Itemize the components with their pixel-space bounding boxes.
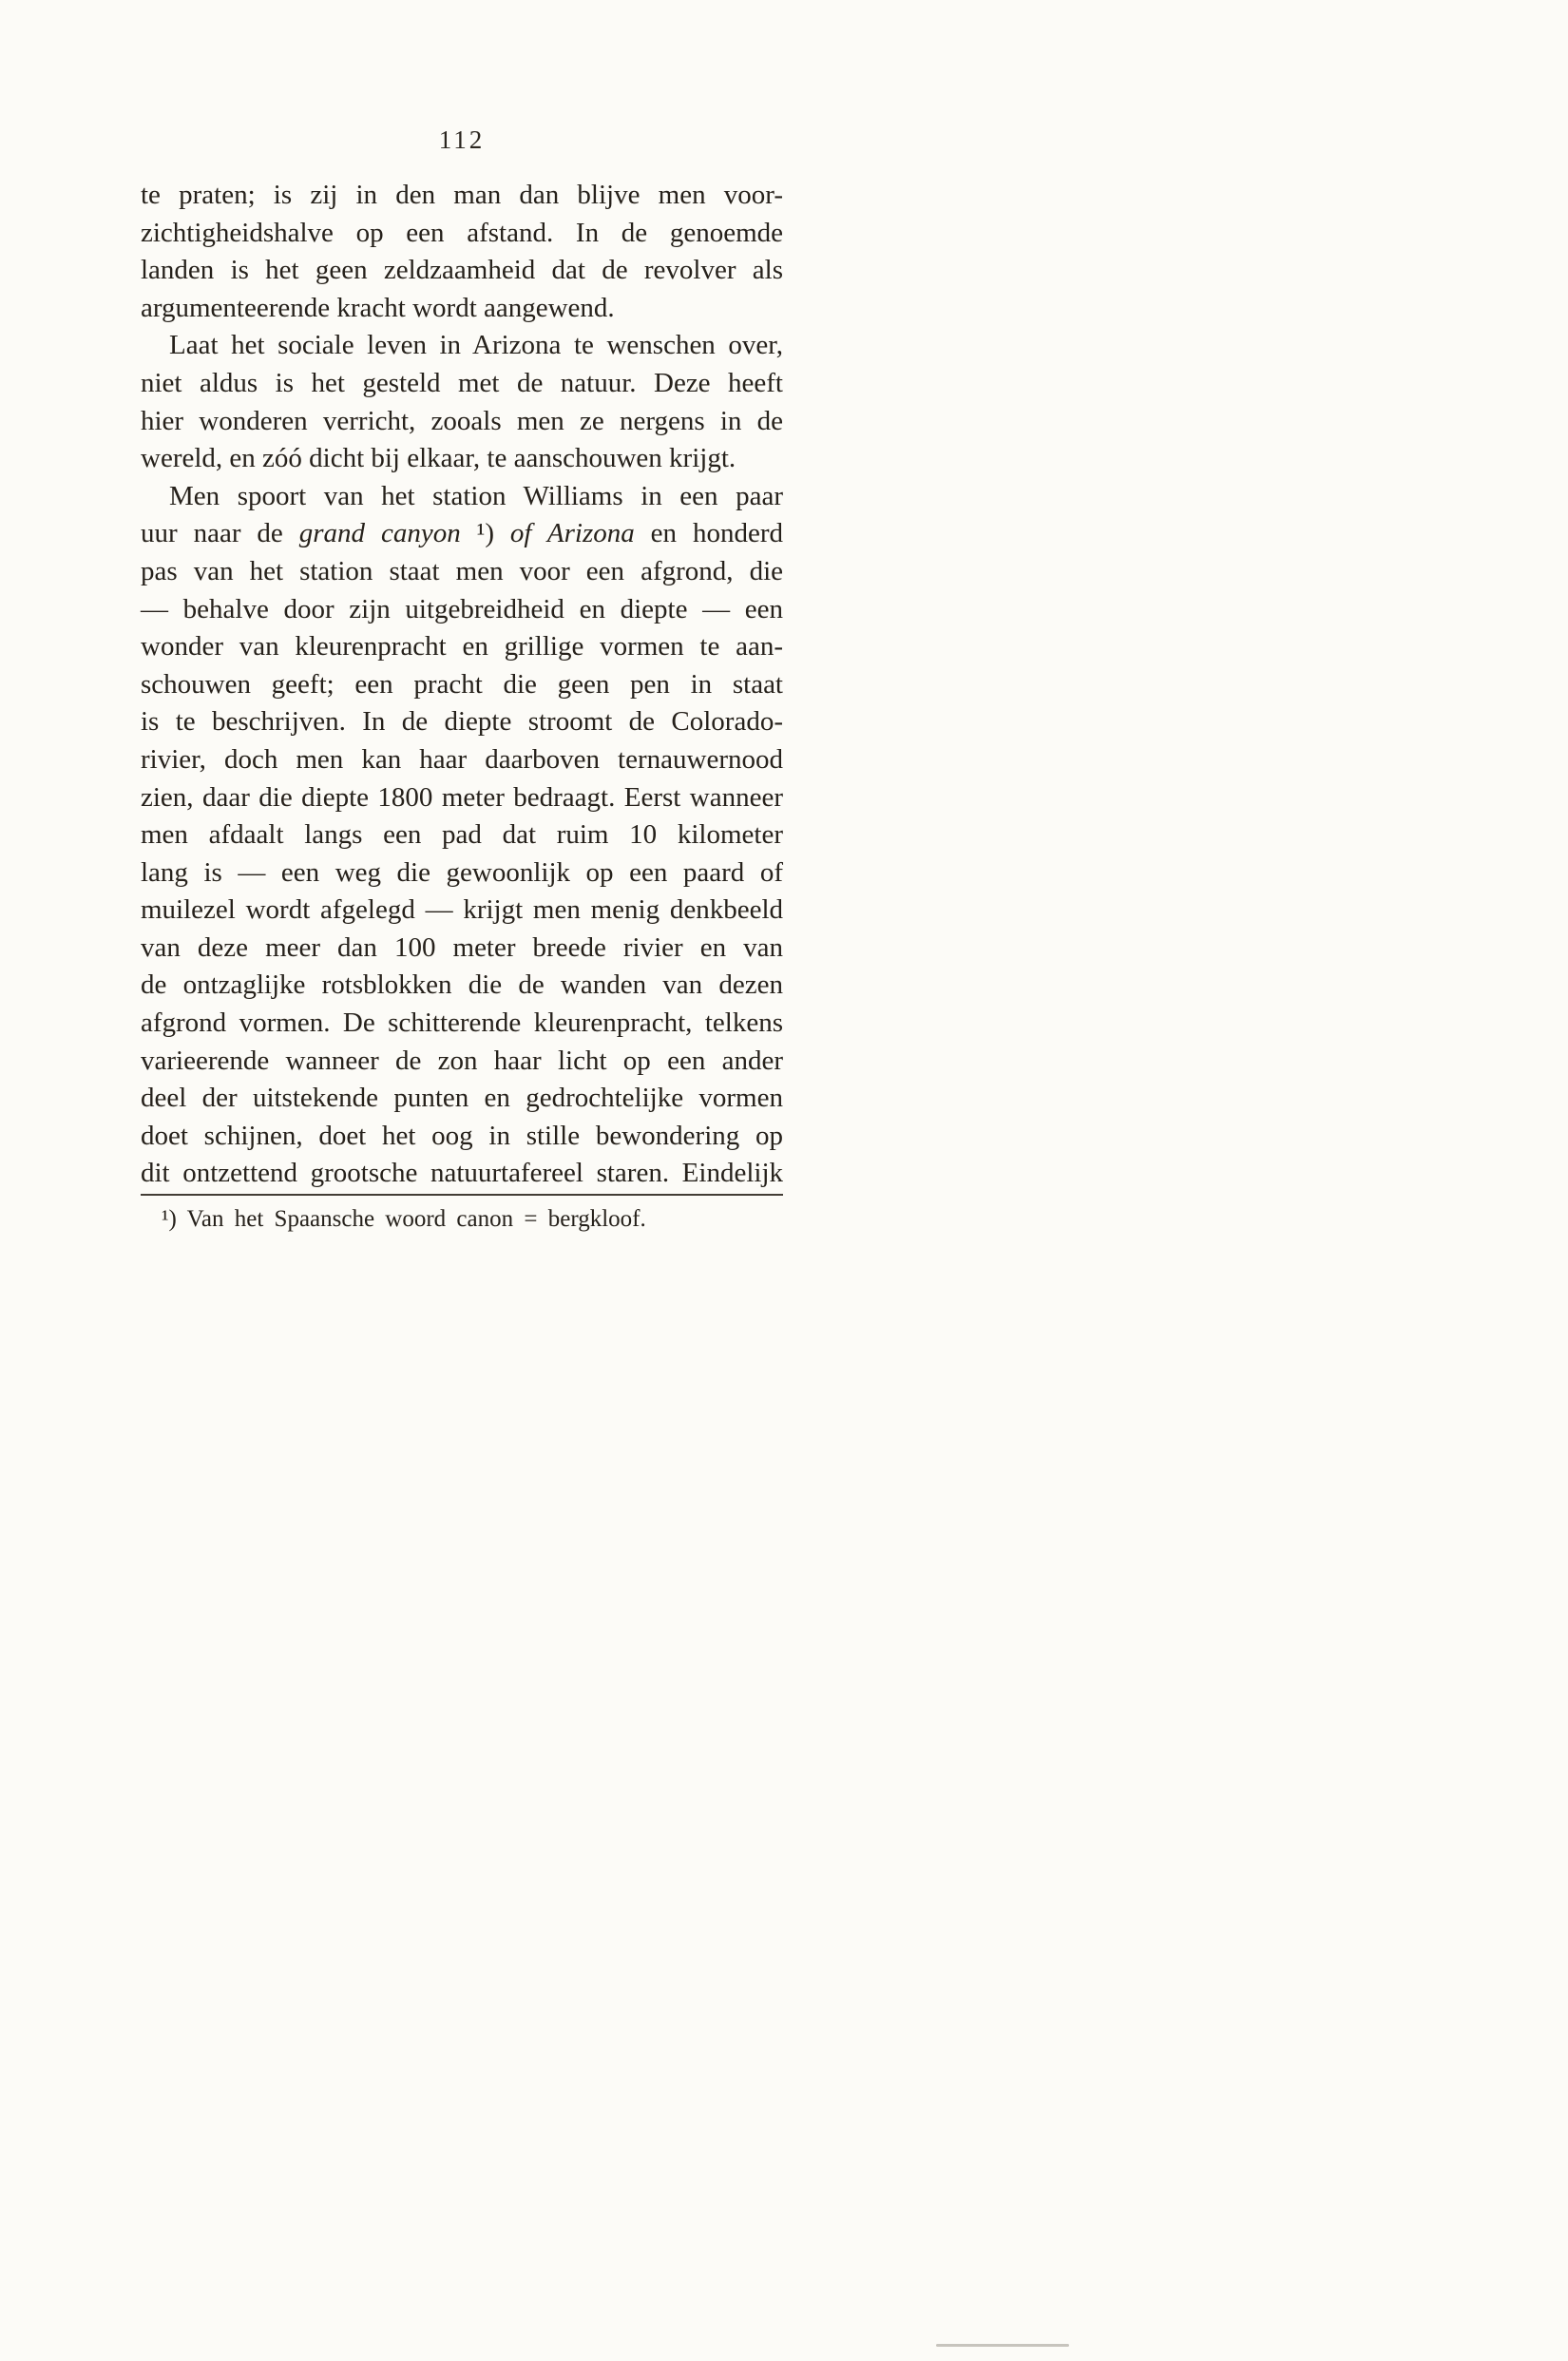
text-segment: is te beschrijven. In de diepte stroomt de Colorado- [141, 706, 783, 738]
text-line [141, 177, 783, 215]
text-segment: muilezel wordt afgelegd — krijgt men menig denkbeeld [141, 894, 783, 926]
text-line [141, 1118, 783, 1156]
text-segment: schouwen geeft; een pracht die geen pen in staat [141, 668, 783, 700]
text-line [141, 403, 783, 441]
text-line [141, 1005, 783, 1043]
text-line [141, 252, 783, 290]
footnote [141, 1194, 783, 1235]
text-segment: argumenteerende kracht wordt aangewend. [141, 292, 615, 323]
text-segment: wereld, en zóó dicht bij elkaar, te aanschouwen krijgt. [141, 443, 736, 474]
text-line [141, 1080, 783, 1118]
text-segment: doet schijnen, doet het oog in stille bewondering op [141, 1120, 783, 1151]
text-segment: afgrond vormen. De schitterende kleurenpracht, telkens [141, 1008, 783, 1039]
text-line [141, 215, 783, 253]
text-segment: ¹) [460, 518, 510, 549]
text-line [141, 628, 783, 666]
page-number: 112 [438, 125, 486, 154]
text-segment: en honderd [634, 518, 783, 549]
text-segment: dit ontzettend grootsche natuurtafereel staren. Eindelijk [141, 1158, 783, 1189]
text-line [141, 892, 783, 930]
text-segment: Men spoort van het station Williams in een paar [169, 480, 783, 511]
text-segment: men afdaalt langs een pad dat ruim 10 kilometer [141, 819, 783, 851]
text-line [141, 854, 783, 893]
text-line [141, 327, 783, 365]
text-line [141, 816, 783, 854]
text-segment: wonder van kleurenpracht en grillige vormen te aan- [141, 631, 783, 662]
text-segment: pas van het station staat men voor een afgrond, die [141, 555, 783, 586]
text-line [141, 703, 783, 741]
text-segment: — behalve door zijn uitgebreidheid en diepte — een [141, 593, 783, 624]
text-line [141, 1043, 783, 1081]
text-segment: zien, daar die diepte 1800 meter bedraagt. Eerst wanneer [141, 781, 783, 813]
text-segment: uur naar de [141, 518, 299, 549]
text-line [141, 1155, 783, 1193]
body-text [141, 177, 783, 1193]
text-line [141, 591, 783, 629]
text-segment: de ontzaglijke rotsblokken die de wanden van dezen [141, 969, 783, 1001]
text-line [141, 365, 783, 403]
text-line [141, 440, 783, 478]
text-line [141, 553, 783, 591]
text-segment: zichtigheidshalve op een afstand. In de genoemde [141, 217, 783, 248]
text-line [141, 967, 783, 1005]
italic-text: grand canyon [298, 518, 461, 549]
text-segment: van deze meer dan 100 meter breede rivier en van [141, 931, 783, 963]
text-line [141, 741, 783, 779]
text-segment: deel der uitstekende punten en gedrochtelijke vormen [141, 1083, 783, 1114]
text-line [141, 930, 783, 968]
text-segment: landen is het geen zeldzaamheid dat de revolver als [141, 255, 783, 286]
text-segment: te praten; is zij in den man dan blijve men voor- [141, 180, 783, 210]
text-segment: hier wonderen verricht, zooals men ze nergens in de [141, 405, 783, 436]
scan-artifact-line [936, 2344, 1069, 2347]
text-line [141, 290, 783, 328]
text-line [141, 515, 783, 553]
text-line [141, 478, 783, 516]
footnote-text: ¹) Van het Spaansche woord canon = bergkloof. [162, 1206, 646, 1232]
text-segment: lang is — een weg die gewoonlijk op een paard of [141, 856, 783, 888]
text-segment: Laat het sociale leven in Arizona te wenschen over, [169, 330, 783, 361]
text-line [141, 779, 783, 817]
text-segment: varieerende wanneer de zon haar licht op een ander [141, 1045, 783, 1076]
text-segment: rivier, doch men kan haar daarboven ternauwernood [141, 743, 783, 775]
text-segment: niet aldus is het gesteld met de natuur. Deze heeft [141, 367, 783, 398]
italic-text: of Arizona [509, 518, 635, 549]
text-line [141, 666, 783, 704]
